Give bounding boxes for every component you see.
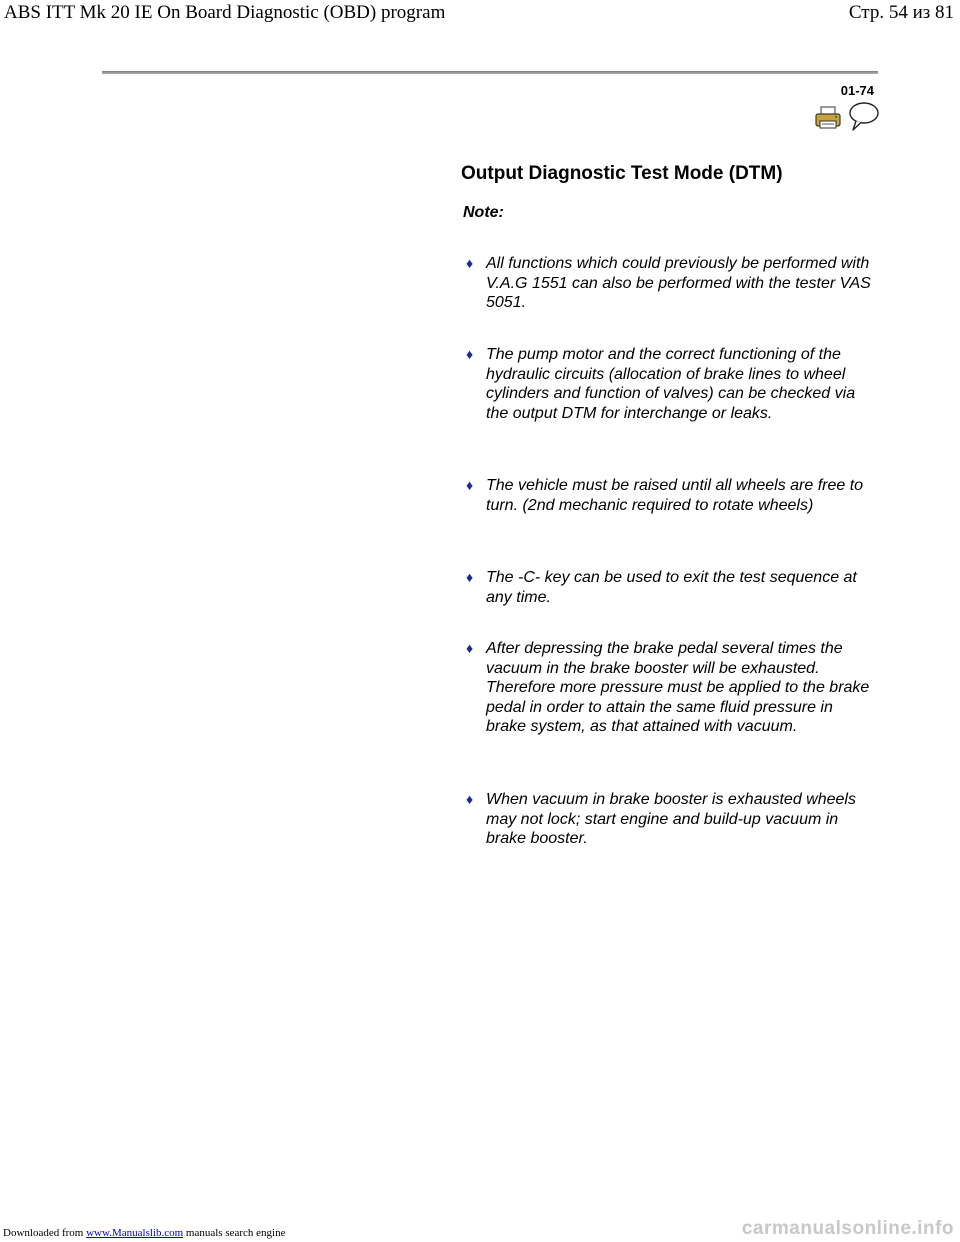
list-item <box>466 345 876 423</box>
note-label: Note: <box>463 204 504 221</box>
printer-icon[interactable] <box>815 106 841 130</box>
list-item <box>466 639 876 737</box>
download-prefix: Downloaded from <box>3 1227 87 1239</box>
page-code: 01-74 <box>840 83 874 98</box>
list-item-text: The pump motor and the correct functioning of the hydraulic circuits (allocation of brake lines to wheel cylinders and function of valves) can be checked via the output DTM for interchange or leaks. <box>486 346 856 422</box>
diamond-bullet-icon: ♦ <box>466 346 474 362</box>
manualslib-link[interactable]: www.Manualslib.com <box>86 1227 184 1239</box>
diamond-bullet-icon: ♦ <box>466 477 474 493</box>
list-item <box>466 254 876 313</box>
list-item-text: The -C- key can be used to exit the test sequence at any time. <box>486 569 857 606</box>
list-item-text: When vacuum in brake booster is exhausted wheels may not lock; start engine and build-up vacuum in brake booster. <box>486 791 856 847</box>
section-title: Output Diagnostic Test Mode (DTM) <box>461 163 783 184</box>
page-footer <box>0 1218 960 1242</box>
download-suffix: manuals search engine <box>183 1227 286 1239</box>
list-item-text: After depressing the brake pedal several times the vacuum in the brake booster will be exhausted. Therefore more pressure must be applied to the brake pedal in order to attain the same fluid pressure in brake system, as that attained with vacuum. <box>486 640 870 735</box>
list-item-text: All functions which could previously be performed with V.A.G 1551 can also be performed with the tester VAS 5051. <box>486 255 871 311</box>
diamond-bullet-icon: ♦ <box>466 640 474 656</box>
diamond-bullet-icon: ♦ <box>466 791 474 807</box>
list-item <box>466 476 876 515</box>
page-counter: Стр. 54 из 81 <box>848 2 954 23</box>
header-divider <box>102 71 878 74</box>
download-note <box>3 1227 285 1239</box>
diamond-bullet-icon: ♦ <box>466 255 474 271</box>
document-title: ABS ITT Mk 20 IE On Board Diagnostic (OBD) program <box>4 2 446 23</box>
list-item <box>466 568 876 607</box>
watermark: carmanualsonline.info <box>741 1218 954 1239</box>
speech-bubble-icon[interactable] <box>846 100 880 132</box>
diamond-bullet-icon: ♦ <box>466 569 474 585</box>
list-item <box>466 790 876 849</box>
list-item-text: The vehicle must be raised until all wheels are free to turn. (2nd mechanic required to rotate wheels) <box>486 477 864 514</box>
